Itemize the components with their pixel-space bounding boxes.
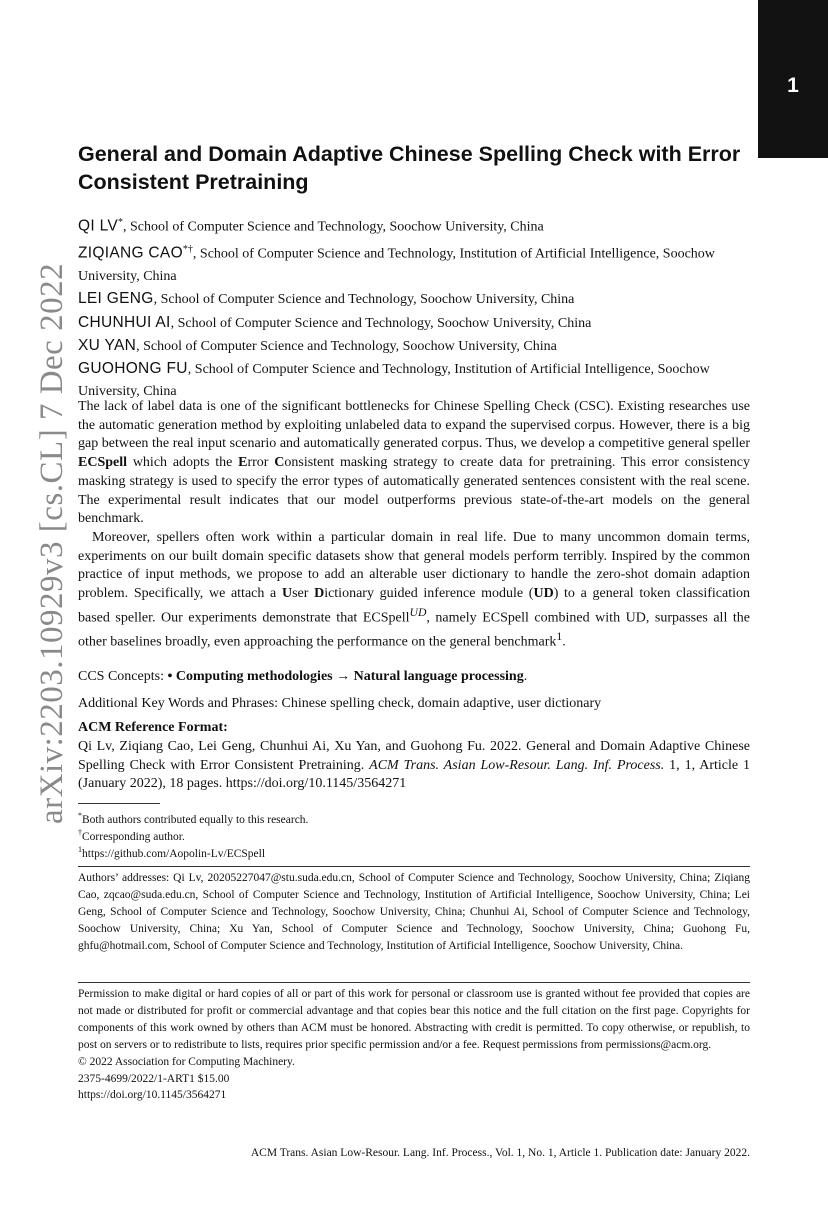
footnote-text: Both authors contributed equally to this research. [82, 813, 309, 826]
author-name: ZIQIANG CAO [78, 244, 183, 262]
issn-line: 2375-4699/2022/1-ART1 $15.00 [78, 1072, 230, 1085]
running-footer: ACM Trans. Asian Low-Resour. Lang. Inf. Process., Vol. 1, No. 1, Article 1. Publication date: January 2022. [250, 1147, 750, 1159]
ud-term: UD [533, 586, 554, 602]
page-number-badge [758, 0, 828, 158]
page-number: 1 [787, 74, 799, 97]
ccs-bullet: • [167, 669, 176, 684]
author-name: CHUNHUI AI [78, 313, 171, 331]
author-affiliation: , School of Computer Science and Technology, Institution of Artificial Intelligence, Soochow University, China [78, 362, 710, 400]
reference-journal: ACM Trans. Asian Low-Resour. Lang. Inf. Process. [369, 757, 665, 773]
author-entry [78, 212, 753, 239]
author-name: XU YAN [78, 336, 137, 354]
permission-notice [78, 986, 750, 1104]
author-affiliation: , School of Computer Science and Technology, Institution of Artificial Intelligence, Soochow University, China [78, 246, 715, 284]
author-affiliation: , School of Computer Science and Technology, Soochow University, China [170, 315, 592, 331]
abstract-text: ictionary guided inference module ( [324, 586, 534, 602]
acronym-letter: E [238, 455, 248, 471]
footnote [78, 842, 750, 862]
footnote-link[interactable]: https://github.com/Aopolin-Lv/ECSpell [82, 847, 266, 860]
abstract-text: onsistent masking strategy to create data for pretraining. This error consistency masking strategy is used to specify the error types of automatically generated sentences consistent with the real scene. The experimental result indicates that our model outperforms previous state-of-the-art models on the general benchmark. [78, 455, 750, 527]
ccs-concepts [78, 667, 750, 687]
abstract-text: rror [247, 455, 275, 471]
acronym-letter: C [274, 455, 285, 471]
author-affiliation: , School of Computer Science and Technology, Soochow University, China [153, 292, 575, 308]
arxiv-stamp: arXiv:2203.10929v3 [cs.CL] 7 Dec 2022 [34, 262, 70, 824]
divider-line [78, 866, 750, 867]
paper-title: General and Domain Adaptive Chinese Spelling Check with Error Consistent Pretraining [78, 142, 741, 194]
divider-line [78, 982, 750, 983]
reference-heading: ACM Reference Format: [78, 720, 228, 735]
reference-text: 1, 1, Article 1 (January 2022), 18 pages. https://doi.org/10.1145/3564271 [78, 757, 751, 792]
abstract-text: , namely ECSpell combined with UD, surpasses all the other baselines broadly, even approaching the performance on the general benchmark [78, 610, 750, 650]
ccs-concept: Computing methodologies [175, 669, 333, 684]
footnote-text: Corresponding author. [82, 830, 185, 843]
abstract [78, 398, 750, 652]
acronym-letter: U [281, 586, 293, 602]
author-entry [78, 239, 753, 288]
copyright-line: © 2022 Association for Computing Machinery. [78, 1055, 295, 1068]
footnote-divider [78, 803, 160, 804]
permission-text: Permission to make digital or hard copies of all or part of this work for personal or classroom use is granted without fee provided that copies are not made or distributed for profit or commercial advantage and that copies bear this notice and the full citation on the first page. Copyrights for components of this work owned by others than ACM must be honored. Abstracting with credit is permitted. To copy otherwise, or republish, to post on servers or to redistribute to lists, requires prior specific permission and/or a fee. Request permissions from permissions@acm.org. [78, 988, 750, 1051]
author-name: LEI GENG [78, 290, 154, 308]
reference-format [78, 738, 750, 794]
author-entry [78, 358, 753, 404]
author-name: GUOHONG FU [78, 360, 188, 378]
footnote-mark: 1 [78, 845, 82, 854]
abstract-text: ser [292, 586, 315, 602]
author-list [78, 212, 753, 404]
author-addresses: Authors’ addresses: Qi Lv, 20205227047@stu.suda.edu.cn, School of Computer Science and Technology, Soochow University, China; Ziqiang Cao, zqcao@suda.edu.cn, School of Computer Science and Technology, Institution of Artificial Intelligence, Soochow University, China; Lei Geng, School of Computer Science and Technology, Soochow University, China; Chunhui Ai, School of Computer Science and Technology, Soochow University, China; Xu Yan, School of Computer Science and Technology, Soochow University, China; Guohong Fu, ghfu@hotmail.com, School of Computer Science and Technology, Institution of Artificial Intelligence, Soochow University, China. [78, 872, 750, 952]
author-name: QI LV [78, 217, 118, 235]
footnote-marker: 1 [556, 630, 563, 644]
acronym-letter: D [314, 586, 325, 602]
ccs-subconcept: Natural language processing [353, 669, 524, 684]
abstract-text: ) to a general token classification based speller. Our experiments demonstrate that ECSpell [78, 586, 750, 626]
ccs-label: CCS Concepts: [78, 669, 168, 684]
abstract-text: The lack of label data is one of the significant bottlenecks for Chinese Spelling Check (CSC). Existing researches use the automatic generation method by exploiting unlabeled data to expand the supervised corpus. However, there is a big gap between the real input scenario and automatically generated corpus. Thus, we develop a competitive general speller [78, 399, 750, 452]
author-entry [78, 288, 753, 311]
abstract-paragraph-1 [78, 398, 750, 529]
author-affiliation: , School of Computer Science and Technology, Soochow University, China [136, 338, 557, 354]
reference-text: Qi Lv, Ziqiang Cao, Lei Geng, Chunhui Ai, Xu Yan, and Guohong Fu. 2022. General and Domain Adaptive Chinese Spelling Check with Error Consistent Pretraining. [78, 739, 750, 773]
footnote-mark: * [78, 811, 82, 820]
abstract-text: Moreover, spellers often work within a particular domain in real life. Due to many uncommon domain terms, experiments on our built domain specific datasets show that general models perform terribly. Inspired by the common practice of input methods, we propose to add an alterable user dictionary to handle the zero-shot domain adaption problem. Specifically, we attach a [78, 529, 750, 602]
ccs-arrow: → [332, 669, 354, 684]
ccs-end: . [523, 669, 528, 684]
keywords: Additional Key Words and Phrases: Chinese spelling check, domain adaptive, user dictionary [78, 696, 602, 711]
doi-link[interactable]: https://doi.org/10.1145/3564271 [78, 1089, 227, 1102]
abstract-text: . [562, 634, 566, 650]
author-mark: * [117, 217, 123, 228]
author-mark: *† [182, 243, 193, 255]
ecspell-term: ECSpell [78, 455, 128, 471]
ud-superscript: UD [409, 605, 427, 619]
author-affiliation: , School of Computer Science and Technology, Soochow University, China [122, 219, 544, 235]
author-entry [78, 335, 753, 358]
abstract-text: which adopts the [127, 455, 239, 471]
footnote-mark: † [78, 828, 82, 837]
abstract-paragraph-2 [78, 529, 750, 653]
author-entry [78, 312, 753, 335]
